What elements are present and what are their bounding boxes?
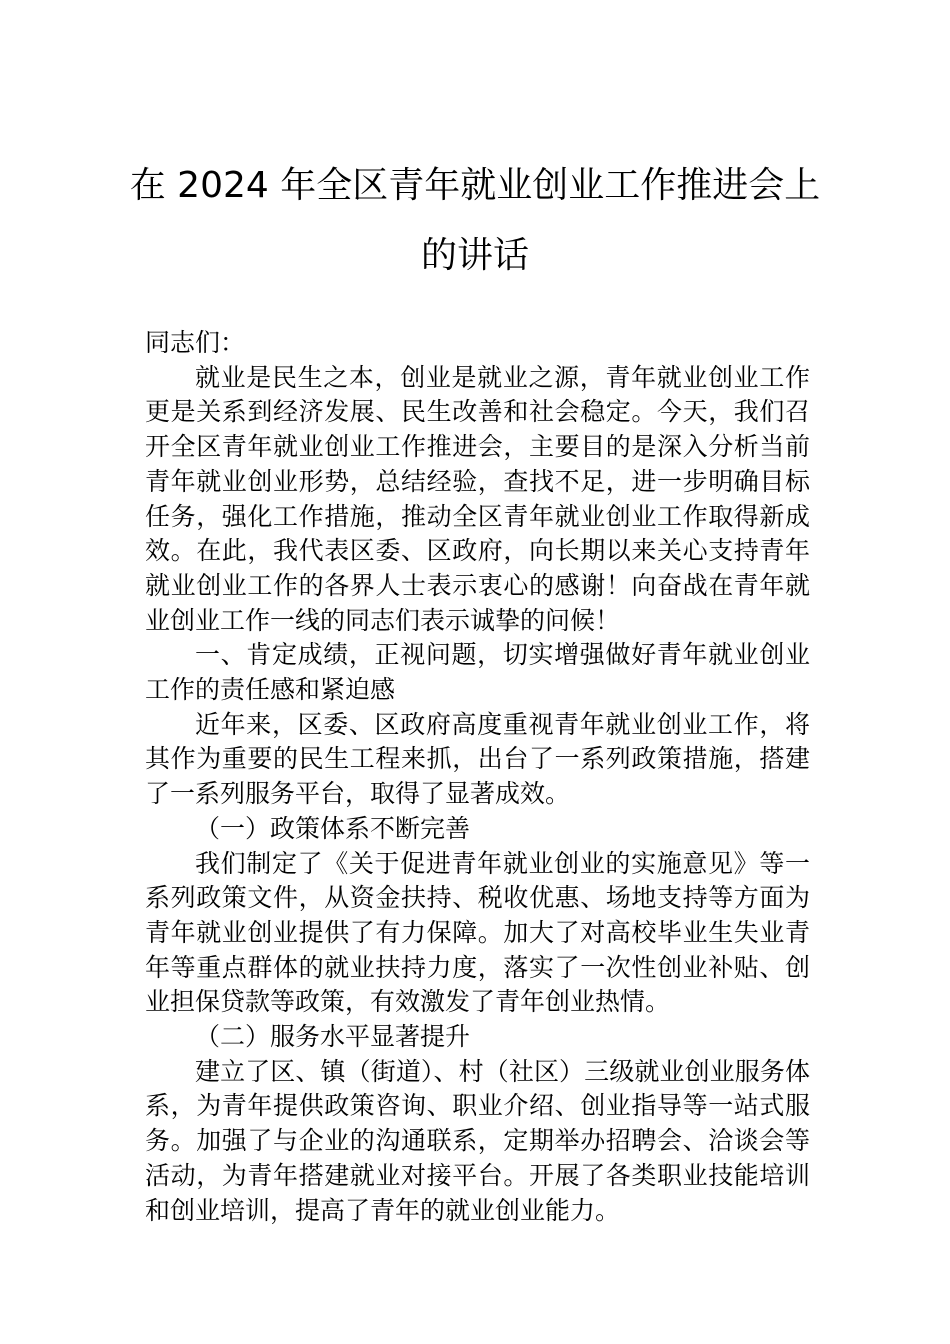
subsection-heading-2: （二）服务水平显著提升 xyxy=(195,1022,471,1052)
subsection-heading-1: （一）政策体系不断完善 xyxy=(195,813,471,843)
section-heading-1: 一、肯定成绩，正视问题，切实增强做好青年就业创业工作的责任感和紧迫感 xyxy=(145,640,810,705)
document-title-line-1: 在 2024 年全区青年就业创业工作推进会上 xyxy=(129,165,821,206)
paragraph-achievements: 近年来，区委、区政府高度重视青年就业创业工作，将其作为重要的民生工程来抓，出台了一系列政策措施，搭建了一系列服务平台，取得了显著成效。 xyxy=(145,709,810,809)
paragraph-policy: 我们制定了《关于促进青年就业创业的实施意见》等一系列政策文件，从资金扶持、税收优惠、场地支持等方面为青年就业创业提供了有力保障。加大了对高校毕业生失业青年等重点群体的就业扶持力度，落实了一次性创业补贴、创业担保贷款等政策，有效激发了青年创业热情。 xyxy=(145,848,810,1017)
document-body xyxy=(145,326,810,1228)
salutation: 同志们： xyxy=(145,328,246,357)
paragraph-service: 建立了区、镇（街道）、村（社区）三级就业创业服务体系，为青年提供政策咨询、职业介绍、创业指导等一站式服务。加强了与企业的沟通联系，定期举办招聘会、洽谈会等活动，为青年搭建就业对接平台。开展了各类职业技能培训和创业培训，提高了青年的就业创业能力。 xyxy=(145,1056,810,1225)
document-title-line-2: 的讲话 xyxy=(420,235,529,276)
paragraph-intro: 就业是民生之本，创业是就业之源，青年就业创业工作更是关系到经济发展、民生改善和社会稳定。今天，我们召开全区青年就业创业工作推进会，主要目的是深入分析当前青年就业创业形势，总结经验，查找不足，进一步明确目标任务，强化工作措施，推动全区青年就业创业工作取得新成效。在此，我代表区委、区政府，向长期以来关心支持青年就业创业工作的各界人士表示衷心的感谢！向奋战在青年就业创业工作一线的同志们表示诚挚的问候！ xyxy=(145,362,810,635)
